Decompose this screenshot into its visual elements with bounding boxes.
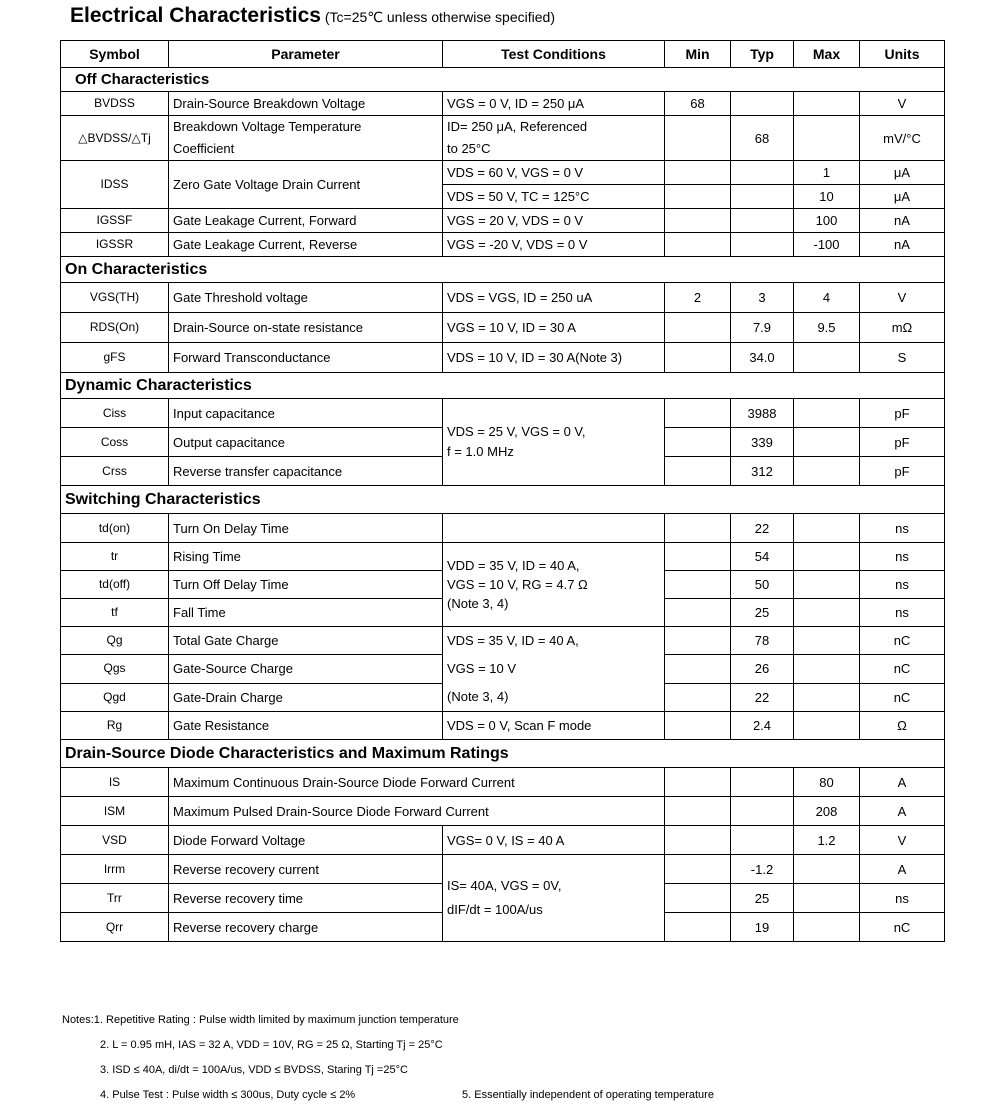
- typ-cell: [731, 233, 794, 257]
- parameter-cell: Gate-Drain Charge: [169, 683, 443, 711]
- max-cell: 4: [794, 283, 860, 313]
- min-cell: [665, 457, 731, 486]
- header-test-conditions: Test Conditions: [443, 41, 665, 68]
- symbol-cell: ISM: [61, 797, 169, 826]
- parameter-cell: Turn On Delay Time: [169, 514, 443, 543]
- condition-cell: [443, 543, 665, 627]
- header-symbol: Symbol: [61, 41, 169, 68]
- table-row: [61, 116, 945, 161]
- symbol-cell: △BVDSS/△Tj: [61, 116, 169, 161]
- symbol-cell: IGSSR: [61, 233, 169, 257]
- symbol-cell: Rg: [61, 712, 169, 740]
- typ-cell: 22: [731, 683, 794, 711]
- condition-cell: VDS = 60 V, VGS = 0 V: [443, 161, 665, 185]
- min-cell: [665, 826, 731, 855]
- unit-cell: ns: [860, 884, 945, 913]
- condition-cell: VGS = 20 V, VDS = 0 V: [443, 209, 665, 233]
- min-cell: [665, 428, 731, 457]
- unit-cell: nA: [860, 209, 945, 233]
- typ-cell: 25: [731, 884, 794, 913]
- parameter-cell: Drain-Source Breakdown Voltage: [169, 92, 443, 116]
- max-cell: 1: [794, 161, 860, 185]
- condition-line: VDS = 35 V, ID = 40 A,: [447, 633, 579, 648]
- symbol-cell: Trr: [61, 884, 169, 913]
- parameter-cell: Output capacitance: [169, 428, 443, 457]
- unit-cell: nC: [860, 683, 945, 711]
- min-cell: [665, 161, 731, 185]
- table-row: [61, 514, 945, 543]
- table-row: [61, 797, 945, 826]
- table-row: [61, 161, 945, 185]
- unit-cell: nC: [860, 655, 945, 683]
- typ-cell: 34.0: [731, 343, 794, 373]
- unit-cell: ns: [860, 599, 945, 627]
- condition-cell: [443, 855, 665, 942]
- min-cell: [665, 627, 731, 655]
- max-cell: [794, 514, 860, 543]
- table-row: [61, 826, 945, 855]
- condition-line: dIF/dt = 100A/us: [447, 902, 543, 917]
- symbol-cell: td(on): [61, 514, 169, 543]
- max-cell: [794, 712, 860, 740]
- max-cell: [794, 116, 860, 161]
- max-cell: [794, 683, 860, 711]
- max-cell: [794, 399, 860, 428]
- min-cell: [665, 209, 731, 233]
- table-row: [61, 283, 945, 313]
- parameter-cell: Reverse recovery charge: [169, 913, 443, 942]
- max-cell: [794, 655, 860, 683]
- table-row: [61, 233, 945, 257]
- typ-cell: 339: [731, 428, 794, 457]
- table-row: [61, 543, 945, 571]
- max-cell: [794, 884, 860, 913]
- min-cell: [665, 683, 731, 711]
- max-cell: [794, 343, 860, 373]
- note-row-4-5: [62, 1089, 714, 1114]
- parameter-cell: Gate Resistance: [169, 712, 443, 740]
- condition-cell: VGS = 0 V, ID = 250 μA: [443, 92, 665, 116]
- min-cell: [665, 233, 731, 257]
- note-4: 4. Pulse Test : Pulse width ≤ 300us, Duty cycle ≤ 2%: [100, 1089, 356, 1101]
- max-cell: 1.2: [794, 826, 860, 855]
- title-sub: (Tc=25℃ unless otherwise specified): [320, 9, 555, 25]
- min-cell: [665, 913, 731, 942]
- parameter-cell: Drain-Source on-state resistance: [169, 313, 443, 343]
- typ-cell: 26: [731, 655, 794, 683]
- max-cell: [794, 599, 860, 627]
- section-on: On Characteristics: [61, 257, 945, 283]
- max-cell: 10: [794, 185, 860, 209]
- unit-cell: pF: [860, 428, 945, 457]
- symbol-cell: Ciss: [61, 399, 169, 428]
- symbol-cell: VSD: [61, 826, 169, 855]
- min-cell: [665, 399, 731, 428]
- parameter-cell: Rising Time: [169, 543, 443, 571]
- parameter-cell: Gate Threshold voltage: [169, 283, 443, 313]
- parameter-cell: Fall Time: [169, 599, 443, 627]
- unit-cell: μA: [860, 161, 945, 185]
- typ-cell: 50: [731, 571, 794, 599]
- note-5: 5. Essentially independent of operating temperature: [462, 1089, 714, 1101]
- max-cell: 208: [794, 797, 860, 826]
- typ-cell: 312: [731, 457, 794, 486]
- min-cell: [665, 514, 731, 543]
- parameter-cell: Maximum Continuous Drain-Source Diode Forward Current: [169, 768, 665, 797]
- header-max: Max: [794, 41, 860, 68]
- symbol-cell: Qrr: [61, 913, 169, 942]
- table-header-row: [61, 41, 945, 68]
- typ-cell: 22: [731, 514, 794, 543]
- section-switching: Switching Characteristics: [61, 486, 945, 514]
- typ-cell: 3988: [731, 399, 794, 428]
- max-cell: [794, 428, 860, 457]
- unit-cell: V: [860, 283, 945, 313]
- symbol-cell: Coss: [61, 428, 169, 457]
- symbol-cell: Qgs: [61, 655, 169, 683]
- min-cell: 68: [665, 92, 731, 116]
- unit-cell: A: [860, 768, 945, 797]
- min-cell: [665, 116, 731, 161]
- parameter-cell: Reverse recovery current: [169, 855, 443, 884]
- typ-cell: 2.4: [731, 712, 794, 740]
- max-cell: [794, 913, 860, 942]
- symbol-cell: BVDSS: [61, 92, 169, 116]
- min-cell: [665, 313, 731, 343]
- condition-cell: VDS = 50 V, TC = 125°C: [443, 185, 665, 209]
- condition-line: (Note 3, 4): [447, 689, 509, 704]
- header-units: Units: [860, 41, 945, 68]
- symbol-cell: Irrm: [61, 855, 169, 884]
- typ-cell: [731, 826, 794, 855]
- header-min: Min: [665, 41, 731, 68]
- unit-cell: mΩ: [860, 313, 945, 343]
- max-cell: [794, 457, 860, 486]
- unit-cell: pF: [860, 399, 945, 428]
- min-cell: 2: [665, 283, 731, 313]
- parameter-cell: Maximum Pulsed Drain-Source Diode Forward Current: [169, 797, 665, 826]
- parameter-cell: Reverse recovery time: [169, 884, 443, 913]
- section-off: Off Characteristics: [61, 68, 945, 92]
- symbol-cell: Crss: [61, 457, 169, 486]
- notes-block: [62, 1014, 714, 1114]
- parameter-cell: Forward Transconductance: [169, 343, 443, 373]
- condition-cell: [443, 627, 665, 712]
- characteristics-table: [60, 40, 945, 942]
- condition-line: VDD = 35 V, ID = 40 A,: [447, 558, 580, 573]
- condition-line: VGS = 10 V, RG = 4.7 Ω: [447, 577, 588, 592]
- symbol-cell: IDSS: [61, 161, 169, 209]
- symbol-cell: VGS(TH): [61, 283, 169, 313]
- min-cell: [665, 884, 731, 913]
- parameter-cell: Turn Off Delay Time: [169, 571, 443, 599]
- table-row: [61, 712, 945, 740]
- symbol-cell: IS: [61, 768, 169, 797]
- typ-cell: -1.2: [731, 855, 794, 884]
- typ-cell: 78: [731, 627, 794, 655]
- condition-cell: [443, 116, 665, 161]
- typ-cell: 7.9: [731, 313, 794, 343]
- parameter-cell: Diode Forward Voltage: [169, 826, 443, 855]
- unit-cell: μA: [860, 185, 945, 209]
- note-2: 2. L = 0.95 mH, IAS = 32 A, VDD = 10V, RG = 25 Ω, Starting Tj = 25°C: [100, 1039, 443, 1051]
- condition-cell: [443, 514, 665, 543]
- condition-cell: VDS = 10 V, ID = 30 A(Note 3): [443, 343, 665, 373]
- section-dynamic: Dynamic Characteristics: [61, 373, 945, 399]
- condition-line: VGS = 10 V: [447, 661, 517, 676]
- min-cell: [665, 655, 731, 683]
- header-parameter: Parameter: [169, 41, 443, 68]
- symbol-cell: Qgd: [61, 683, 169, 711]
- min-cell: [665, 768, 731, 797]
- unit-cell: V: [860, 92, 945, 116]
- max-cell: [794, 855, 860, 884]
- max-cell: -100: [794, 233, 860, 257]
- parameter-cell: Input capacitance: [169, 399, 443, 428]
- unit-cell: ns: [860, 571, 945, 599]
- condition-cell: [443, 399, 665, 486]
- symbol-cell: gFS: [61, 343, 169, 373]
- condition-cell: VGS = -20 V, VDS = 0 V: [443, 233, 665, 257]
- typ-cell: [731, 768, 794, 797]
- symbol-cell: tr: [61, 543, 169, 571]
- table-row: [61, 92, 945, 116]
- note-1: Notes:1. Repetitive Rating : Pulse width limited by maximum junction temperature: [62, 1014, 459, 1026]
- typ-cell: [731, 161, 794, 185]
- table-row: [61, 313, 945, 343]
- max-cell: [794, 92, 860, 116]
- symbol-cell: td(off): [61, 571, 169, 599]
- page-title: [70, 4, 555, 28]
- condition-cell: VGS= 0 V, IS = 40 A: [443, 826, 665, 855]
- typ-cell: 68: [731, 116, 794, 161]
- symbol-cell: IGSSF: [61, 209, 169, 233]
- condition-line: to 25°C: [447, 141, 491, 156]
- max-cell: 100: [794, 209, 860, 233]
- condition-cell: VGS = 10 V, ID = 30 A: [443, 313, 665, 343]
- note-3: 3. ISD ≤ 40A, di/dt = 100A/us, VDD ≤ BVDSS, Staring Tj =25°C: [100, 1064, 408, 1076]
- max-cell: 80: [794, 768, 860, 797]
- unit-cell: ns: [860, 514, 945, 543]
- unit-cell: nA: [860, 233, 945, 257]
- section-diode: Drain-Source Diode Characteristics and Maximum Ratings: [61, 740, 945, 768]
- unit-cell: mV/°C: [860, 116, 945, 161]
- min-cell: [665, 599, 731, 627]
- table-row: [61, 855, 945, 884]
- parameter-cell: [169, 116, 443, 161]
- typ-cell: [731, 797, 794, 826]
- typ-cell: 19: [731, 913, 794, 942]
- condition-line: f = 1.0 MHz: [447, 444, 514, 459]
- condition-line: (Note 3, 4): [447, 596, 509, 611]
- typ-cell: 25: [731, 599, 794, 627]
- table-row: [61, 399, 945, 428]
- parameter-line: Breakdown Voltage Temperature: [173, 119, 362, 134]
- unit-cell: nC: [860, 913, 945, 942]
- typ-cell: [731, 209, 794, 233]
- max-cell: [794, 627, 860, 655]
- condition-line: VDS = 25 V, VGS = 0 V,: [447, 424, 586, 439]
- unit-cell: ns: [860, 543, 945, 571]
- min-cell: [665, 571, 731, 599]
- min-cell: [665, 855, 731, 884]
- table-row: [61, 627, 945, 655]
- parameter-cell: Gate Leakage Current, Reverse: [169, 233, 443, 257]
- table-row: [61, 343, 945, 373]
- unit-cell: pF: [860, 457, 945, 486]
- symbol-cell: Qg: [61, 627, 169, 655]
- parameter-line: Coefficient: [173, 141, 235, 156]
- symbol-cell: tf: [61, 599, 169, 627]
- min-cell: [665, 343, 731, 373]
- max-cell: [794, 571, 860, 599]
- table-row: [61, 209, 945, 233]
- parameter-cell: Total Gate Charge: [169, 627, 443, 655]
- typ-cell: [731, 92, 794, 116]
- unit-cell: A: [860, 797, 945, 826]
- max-cell: 9.5: [794, 313, 860, 343]
- parameter-cell: Zero Gate Voltage Drain Current: [169, 161, 443, 209]
- condition-cell: VDS = VGS, ID = 250 uA: [443, 283, 665, 313]
- min-cell: [665, 712, 731, 740]
- min-cell: [665, 543, 731, 571]
- header-typ: Typ: [731, 41, 794, 68]
- typ-cell: 54: [731, 543, 794, 571]
- symbol-cell: RDS(On): [61, 313, 169, 343]
- unit-cell: V: [860, 826, 945, 855]
- unit-cell: S: [860, 343, 945, 373]
- min-cell: [665, 797, 731, 826]
- condition-line: IS= 40A, VGS = 0V,: [447, 878, 562, 893]
- unit-cell: nC: [860, 627, 945, 655]
- parameter-cell: Gate-Source Charge: [169, 655, 443, 683]
- max-cell: [794, 543, 860, 571]
- table-row: [61, 768, 945, 797]
- condition-line: ID= 250 μA, Referenced: [447, 119, 588, 134]
- condition-cell: VDS = 0 V, Scan F mode: [443, 712, 665, 740]
- unit-cell: A: [860, 855, 945, 884]
- min-cell: [665, 185, 731, 209]
- parameter-cell: Gate Leakage Current, Forward: [169, 209, 443, 233]
- unit-cell: Ω: [860, 712, 945, 740]
- title-main: Electrical Characteristics: [70, 4, 321, 27]
- typ-cell: 3: [731, 283, 794, 313]
- parameter-cell: Reverse transfer capacitance: [169, 457, 443, 486]
- typ-cell: [731, 185, 794, 209]
